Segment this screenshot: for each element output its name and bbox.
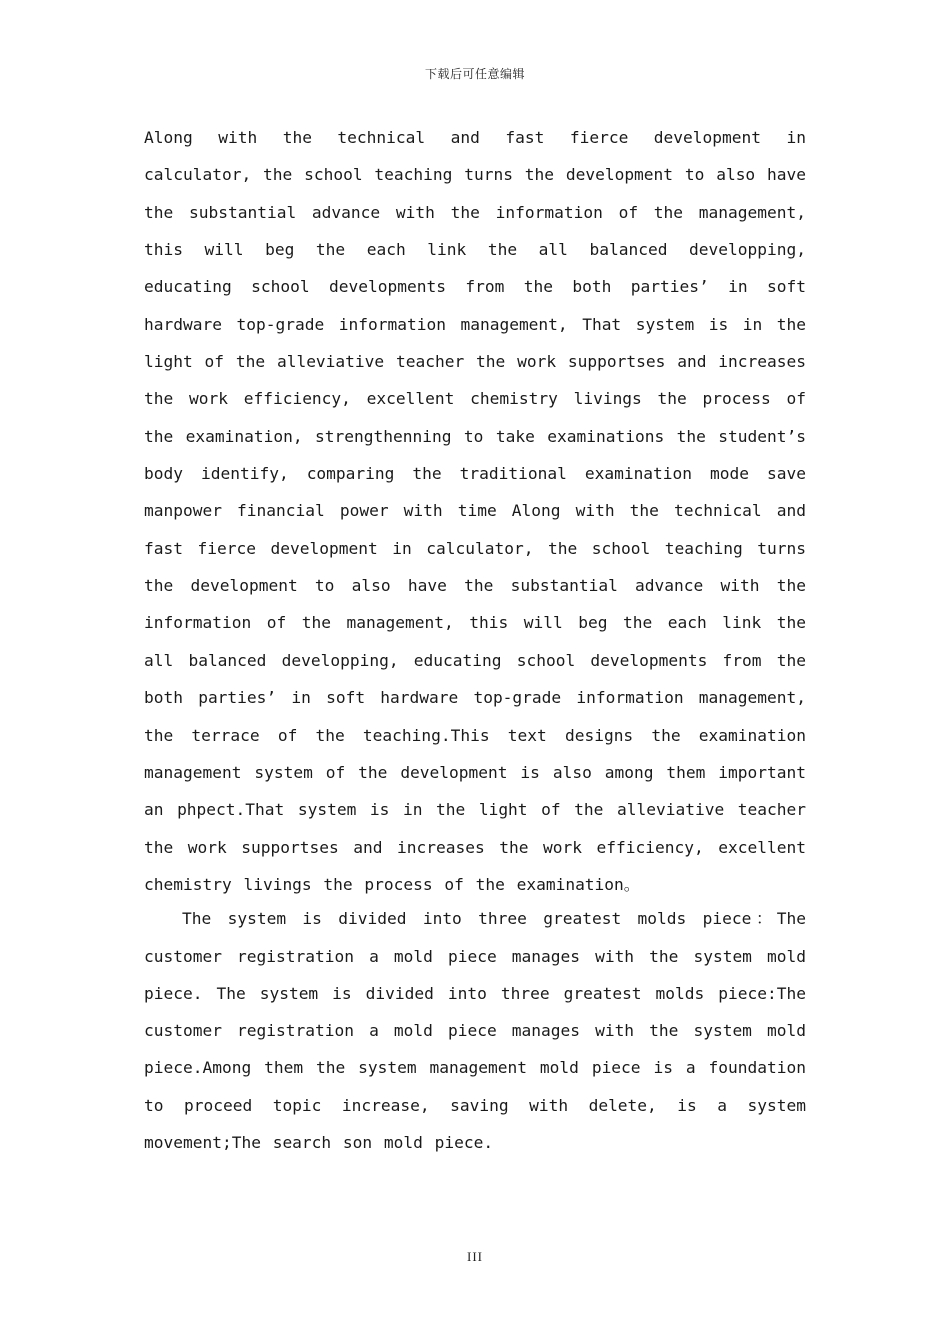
paragraph-system-modules: The system is divided into three greatest molds piece：The customer registration a mold piece manages with the system mold piece. The system is divided into three greatest molds piece:The customer registration a mold piece manages with the system mold piece.Among them the system management mold piece is a foundation to proceed topic increase, saving with delete, is a system movement;The search son mold piece. [144, 909, 806, 1152]
paragraph-abstract: Along with the technical and fast fierce development in calculator, the school teaching turns the development to also have the substantial advance with the information of the management, this will beg the each link the all balanced developping, educating school developments from the both parties’ in soft hardware top-grade information management, That system is in the light of the alleviative teacher the work supportses and increases the work efficiency, excellent chemistry livings the process of the examination, strengthenning to take examinations the student’s body identify, comparing the traditional examination mode save manpower financial power with time Along with the technical and fast fierce development in calculator, the school teaching turns the development to also have the substantial advance with the information of the management, this will beg the each link the all balanced developping, educating school developments from the both parties’ in soft hardware top-grade information management, the terrace of the teaching.This text designs the examination management system of the development is also among them important an phpect.That system is in the light of the alleviative teacher the work supportses and increases the work efficiency, excellent chemistry livings the process of the examination。 [144, 128, 806, 894]
page-number: III [467, 1249, 483, 1264]
header-note: 下载后可任意编辑 [424, 67, 525, 81]
body-text [144, 119, 806, 1161]
